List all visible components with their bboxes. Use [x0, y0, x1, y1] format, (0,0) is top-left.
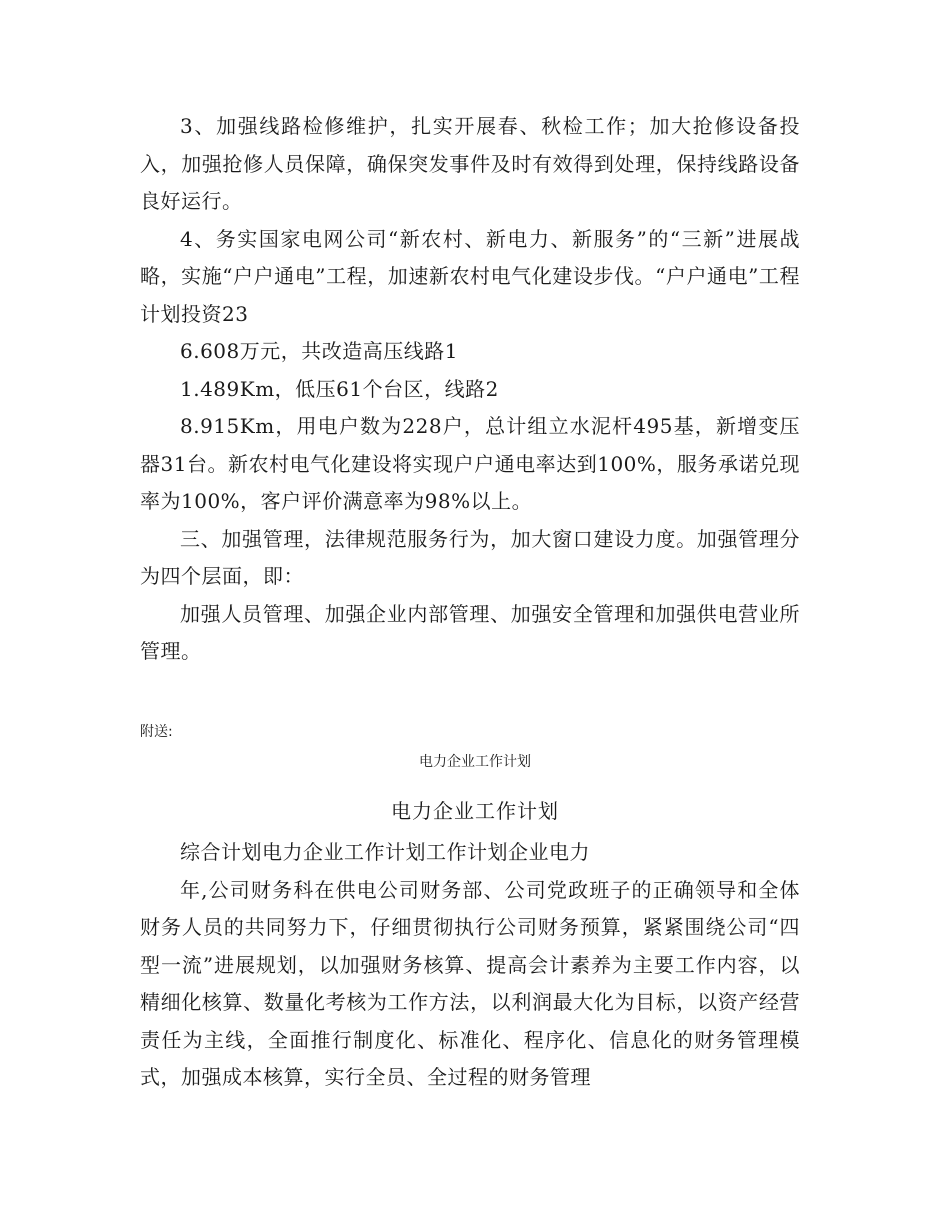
paragraph-three-new-strategy: 4、务实国家电网公司“新农村、新电力、新服务”的“三新”进展战略，实施“户户通电”工程，加速新农村电气化建设步伐。“户户通电”工程计划投资23 [140, 226, 800, 326]
section-one [140, 108, 800, 671]
attachment-small-title: 电力企业工作计划 [419, 754, 531, 770]
paragraph-finance-summary: 年,公司财务科在供电公司财务部、公司党政班子的正确领导和全体财务人员的共同努力下，仔细贯彻执行公司财务预算，紧紧围绕公司“四型一流”进展规划，以加强财务核算、提高会计素养为主要工作内容，以精细化核算、数量化考核为工作方法，以利润最大化为目标，以资产经营责任为主线，全面推行制度化、标准化、程序化、信息化的财务管理模式，加强成本核算，实行全员、全过程的财务管理 [140, 877, 800, 1089]
attachment-label: 附送: [140, 724, 173, 740]
paragraph-investment-amount: 6.608万元，共改造高压线路1 [180, 339, 458, 363]
paragraph-electrification-targets: 8.915Km，用电户数为228户，总计组立水泥杆495基，新增变压器31台。新农村电气化建设将实现户户通电率达到100%，服务承诺兑现率为100%，客户评价满意率为98%以上。 [140, 414, 800, 513]
paragraph-keywords: 综合计划电力企业工作计划工作计划企业电力 [180, 840, 590, 864]
section-two [140, 834, 800, 1097]
paragraph-management-list: 加强人员管理、加强企业内部管理、加强安全管理和加强供电营业所管理。 [140, 601, 800, 663]
document-title: 电力企业工作计划 [391, 799, 559, 823]
paragraph-line-maintenance: 3、加强线路检修维护，扎实开展春、秋检工作；加大抢修设备投入，加强抢修人员保障，确保突发事件及时有效得到处理，保持线路设备良好运行。 [140, 114, 800, 213]
paragraph-high-voltage-length: 1.489Km，低压61个台区，线路2 [180, 376, 499, 401]
paragraph-management-levels: 三、加强管理，法律规范服务行为，加大窗口建设力度。加强管理分为四个层面，即： [140, 526, 800, 588]
